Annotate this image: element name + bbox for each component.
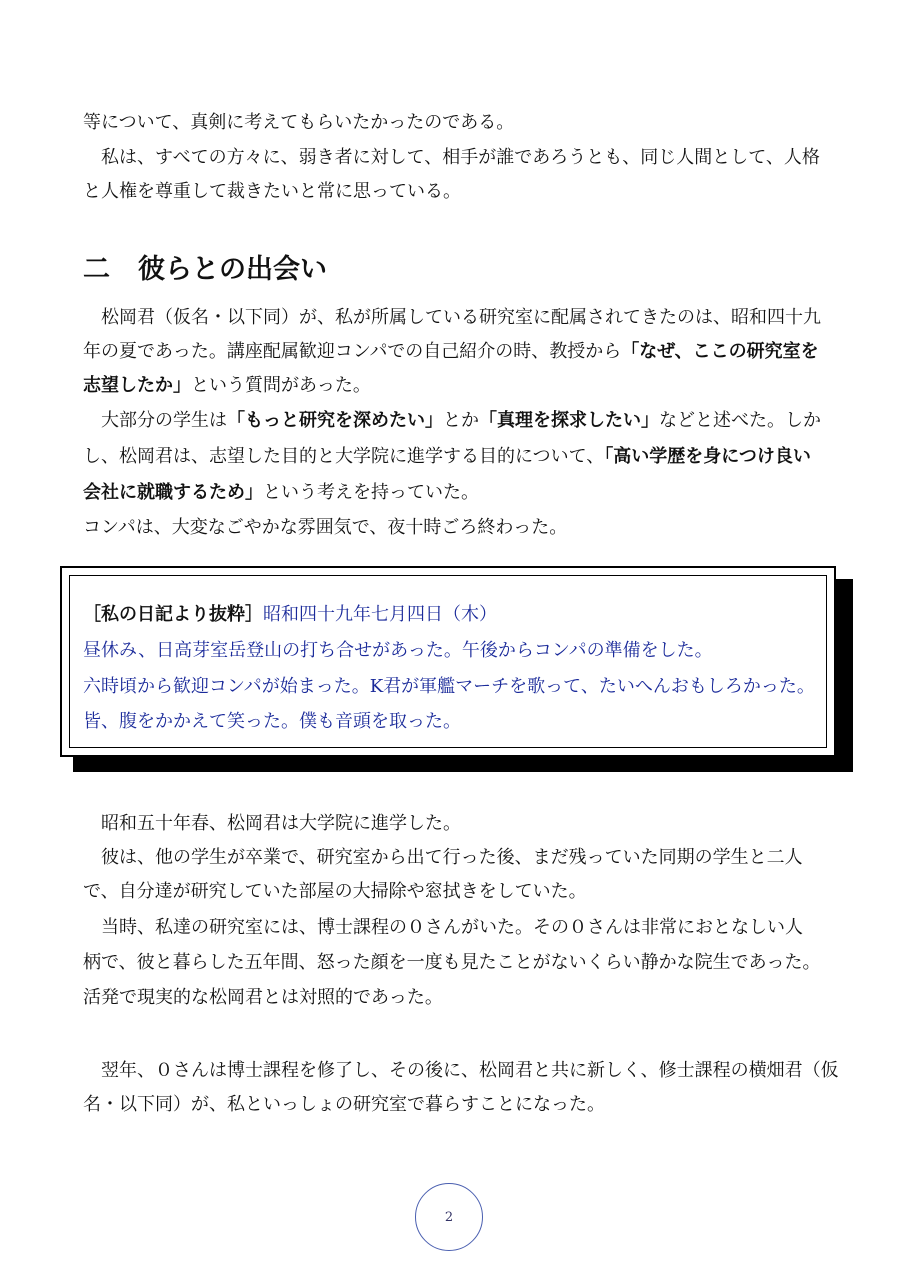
diary-date: 昭和四十九年七月四日（木） [263,604,497,625]
diary-header-line [83,603,497,627]
text-run: という質問があった。 [191,375,371,396]
body-text-line: 等について、真剣に考えてもらいたかったのである。 [83,112,515,133]
body-text-line: 松岡君（仮名・以下同）が、私が所属している研究室に配属されてきたのは、昭和四十九 [101,307,821,328]
diary-text-line: 皆、腹をかかえて笑った。僕も音頭を取った。 [83,711,461,732]
emphasis-text: 「真理を探求したい」 [479,410,659,431]
emphasis-text: 「高い学歴を身につけ良い [604,446,811,467]
text-run: 年の夏であった。講座配属歓迎コンパでの自己紹介の時、教授から [83,341,622,362]
body-text-line: で、自分達が研究していた部屋の大掃除や窓拭きをしていた。 [83,881,587,902]
diary-text-line: 六時頃から歓迎コンパが始まった。K君が軍艦マーチを歌って、たいへんおもしろかった。 [83,676,815,697]
body-text-line: 翌年、０さんは博士課程を修了し、その後に、松岡君と共に新しく、修士課程の横畑君（仮 [101,1060,839,1081]
body-text-line: 昭和五十年春、松岡君は大学院に進学した。 [101,813,461,834]
diary-heading: ［私の日記より抜粋］ [83,604,263,625]
text-run: し、松岡君は、志望した目的と大学院に進学する目的について、 [83,446,605,467]
text-run: とか [443,410,479,431]
body-text-line: 柄で、彼と暮らした五年間、怒った顔を一度も見たことがないくらい静かな院生であった。 [83,952,821,973]
emphasis-text: 「なぜ、ここの研究室を [621,341,819,362]
section-number: 二 [83,254,110,285]
body-text-line: と人権を尊重して裁きたいと常に思っている。 [83,181,461,202]
text-run: などと述べた。しか [659,410,821,431]
body-text-line: 活発で現実的な松岡君とは対照的であった。 [83,987,443,1008]
page-number: 2 [415,1183,483,1251]
body-text-line: 私は、すべての方々に、弱き者に対して、相手が誰であろうとも、同じ人間として、人格 [101,147,820,168]
text-run: 大部分の学生は [101,410,227,431]
body-text-line [83,374,823,398]
body-text-line: 当時、私達の研究室には、博士課程の０さんがいた。その０さんは非常におとなしい人 [101,917,803,938]
emphasis-text: 「もっと研究を深めたい」 [227,410,443,431]
body-text-line: 名・以下同）が、私といっしょの研究室で暮らすことになった。 [83,1094,605,1115]
body-text-line [83,409,841,433]
body-text-line [83,340,823,364]
section-heading [83,252,327,288]
body-text-line [83,481,823,505]
emphasis-text: 会社に就職するため」 [83,482,263,503]
body-text-line: コンパは、大変なごやかな雰囲気で、夜十時ごろ終わった。 [83,517,568,538]
body-text-line [83,445,823,469]
diary-text-line: 昼休み、日高芽室岳登山の打ち合せがあった。午後からコンパの準備をした。 [83,640,713,661]
text-run: という考えを持っていた。 [263,482,479,503]
body-text-line: 彼は、他の学生が卒業で、研究室から出て行った後、まだ残っていた同期の学生と二人 [101,847,803,868]
section-title: 彼らとの出会い [138,254,327,285]
emphasis-text: 志望したか」 [83,375,191,396]
